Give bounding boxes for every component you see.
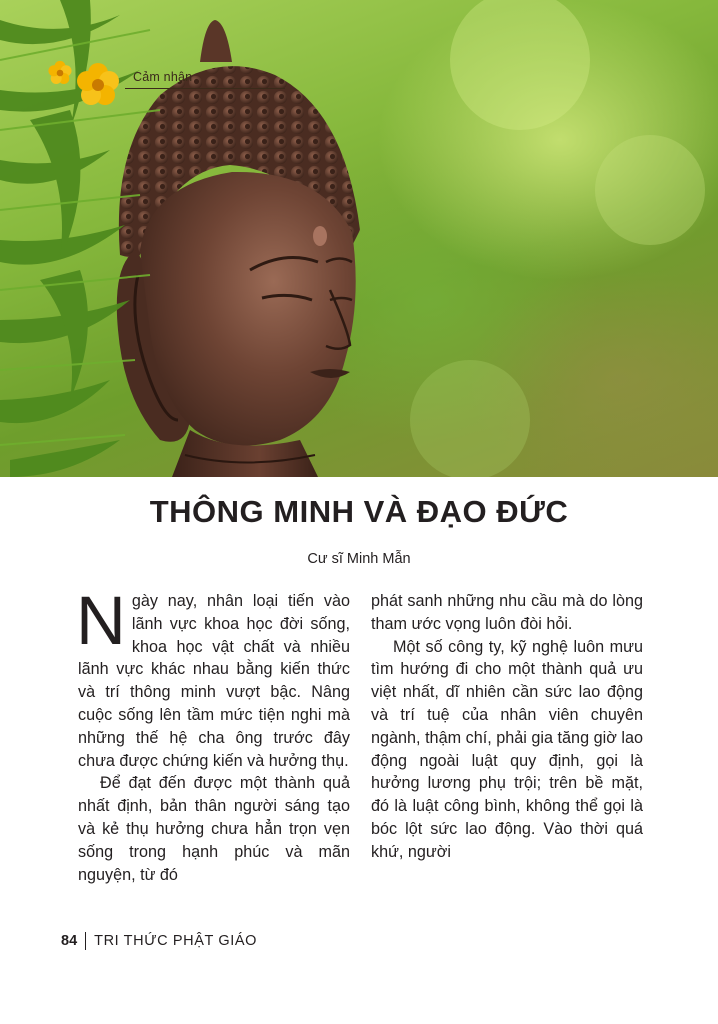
- hero-photo: [0, 0, 718, 477]
- footer-divider: [85, 932, 86, 950]
- paragraph-text: gày nay, nhân loại tiến vào lãnh vực khoa học đời sống, khoa học vật chất và nhiều lãnh vực khác nhau bằng kiến thức và trí thông minh vượt bậc. Nâng cuộc sống lên tầm mức tiện nghi mà những thế hệ cha ông trước đây chưa được chứng kiến và hưởng thụ.: [78, 592, 350, 770]
- drop-cap: N: [76, 582, 126, 659]
- magazine-name: TRI THỨC PHẬT GIÁO: [94, 933, 257, 949]
- body-column-right: [371, 590, 643, 864]
- paragraph: [76, 582, 350, 772]
- article-author: Cư sĩ Minh Mẫn: [307, 551, 411, 567]
- section-label: Cảm nhận: [133, 70, 193, 84]
- page-number: 84: [61, 933, 78, 949]
- body-column-left: [76, 582, 350, 886]
- page-footer: [61, 932, 257, 950]
- paragraph: Một số công ty, kỹ nghệ luôn mưu tìm hướng đi cho một thành quả ưu việt nhất, dĩ nhiên cần sức lao động và trí tuệ của nhân viên chuyên ngành, thậm chí, phải gia tăng giờ lao động ngoài luật quy định, gọi là hưởng lương phụ trội; trên bề mặt, đó là luật công bình, không thể gọi là bóc lột sức lao động. Vào thời quá khứ, người: [371, 637, 643, 861]
- section-rule: [125, 88, 285, 89]
- buddha-head-illustration: [0, 0, 718, 477]
- paragraph: phát sanh những nhu cầu mà do lòng tham ước vọng luôn đòi hỏi.: [371, 592, 643, 633]
- article-title: THÔNG MINH VÀ ĐẠO ĐỨC: [149, 494, 569, 529]
- paragraph: Để đạt đến được một thành quả nhất định, bản thân người sáng tạo và kẻ thụ hưởng chưa hẳn trọn vẹn sống trong hạnh phúc và mãn nguyện, từ đó: [78, 774, 350, 884]
